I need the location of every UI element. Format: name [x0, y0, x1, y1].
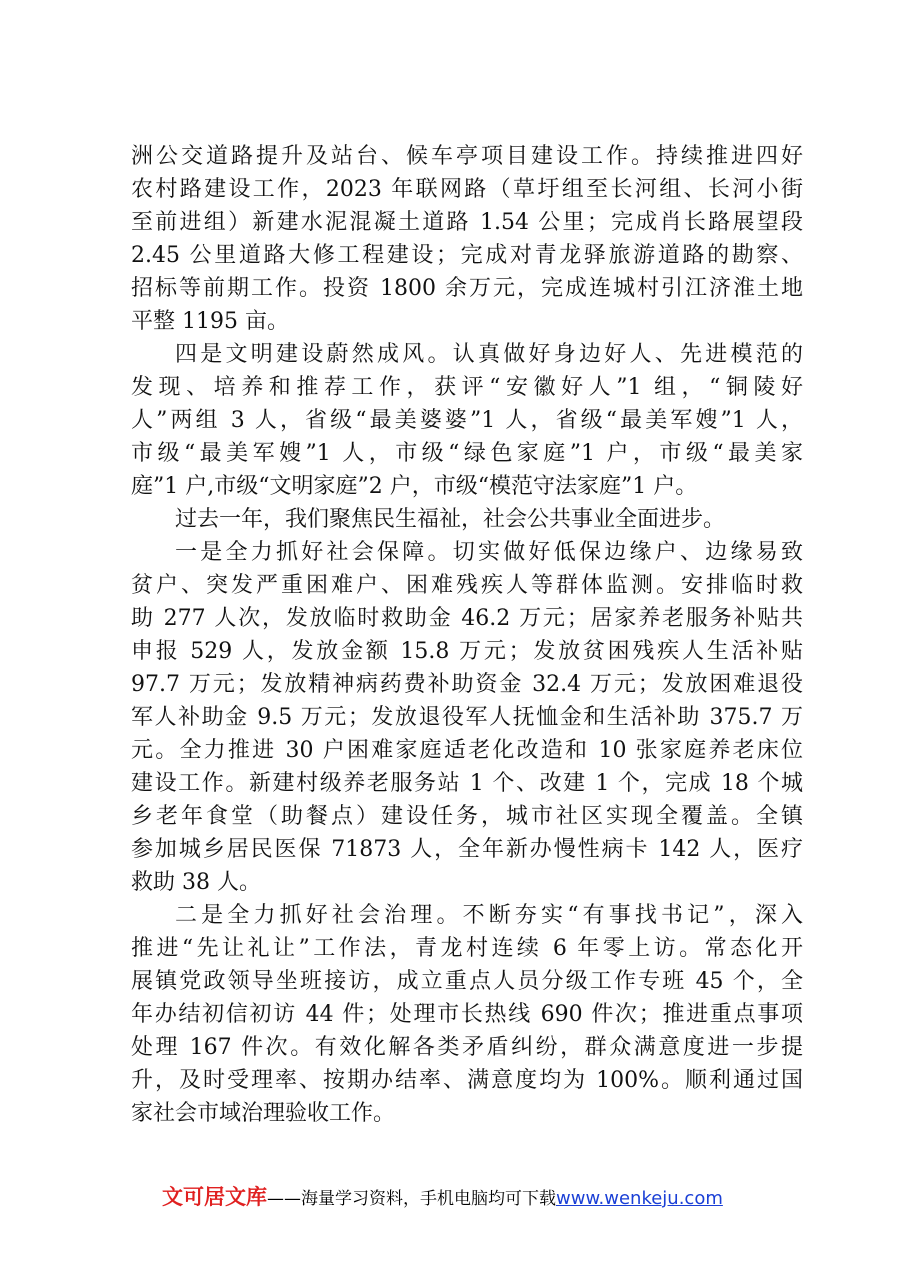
text-line: 元。全力推进 30 户困难家庭适老化改造和 10 张家庭养老床位	[131, 738, 803, 763]
text-line: 97.7 万元；发放精神病药费补助资金 32.4 万元；发放困难退役	[131, 672, 803, 697]
footer-dash: ——	[267, 1189, 301, 1209]
document-body	[131, 140, 803, 1130]
text-line: 乡老年食堂（助餐点）建设任务，城市社区实现全覆盖。全镇	[131, 804, 803, 829]
text-line: 助 277 人次，发放临时救助金 46.2 万元；居家养老服务补贴共	[131, 606, 803, 631]
text-line: 洲公交道路提升及站台、候车亭项目建设工作。持续推进四好	[131, 144, 803, 169]
text-line: 市级“最美军嫂”1 人，市级“绿色家庭”1 户，市级“最美家	[131, 441, 803, 466]
text-line: 招标等前期工作。投资 1800 余万元，完成连城村引江济淮土地	[131, 276, 803, 301]
footer-brand: 文可居文库	[162, 1185, 267, 1209]
text-line: 年办结初信初访 44 件；处理市长热线 690 件次；推进重点事项	[131, 1002, 803, 1027]
text-line: 处理 167 件次。有效化解各类矛盾纠纷，群众满意度进一步提	[131, 1035, 803, 1060]
paragraph-first-line: 过去一年，我们聚焦民生福祉，社会公共事业全面进步。	[175, 507, 726, 532]
footer-banner	[162, 1184, 723, 1210]
footer-url-link[interactable]: www.wenkeju.com	[556, 1188, 723, 1209]
text-line: 2.45 公里道路大修工程建设；完成对青龙驿旅游道路的勘察、	[131, 243, 803, 268]
text-line: 申报 529 人，发放金额 15.8 万元；发放贫困残疾人生活补贴	[131, 639, 803, 664]
paragraph-first-line: 二是全力抓好社会治理。不断夯实“有事找书记”，深入	[175, 903, 803, 928]
footer-slogan: 海量学习资料，手机电脑均可下载	[301, 1189, 556, 1209]
text-line: 参加城乡居民医保 71873 人，全年新办慢性病卡 142 人，医疗	[131, 837, 803, 862]
text-line: 升，及时受理率、按期办结率、满意度均为 100%。顺利通过国	[131, 1068, 803, 1093]
paragraph-first-line: 四是文明建设蔚然成风。认真做好身边好人、先进模范的	[175, 342, 803, 367]
text-line: 建设工作。新建村级养老服务站 1 个、改建 1 个，完成 18 个城	[131, 771, 803, 796]
text-line: 农村路建设工作，2023 年联网路（草圩组至长河组、长河小街	[131, 177, 803, 202]
text-line: 人”两组 3 人，省级“最美婆婆”1 人，省级“最美军嫂”1 人，	[131, 408, 803, 433]
text-line: 庭”1 户,市级“文明家庭”2 户，市级“模范守法家庭”1 户。	[131, 474, 698, 499]
text-line: 贫户、突发严重困难户、困难残疾人等群体监测。安排临时救	[131, 573, 803, 598]
text-line: 平整 1195 亩。	[131, 309, 289, 334]
text-line: 至前进组）新建水泥混凝土道路 1.54 公里；完成肖长路展望段	[131, 210, 803, 235]
paragraph-first-line: 一是全力抓好社会保障。切实做好低保边缘户、边缘易致	[175, 540, 803, 565]
text-line: 发现、培养和推荐工作，获评“安徽好人”1 组，“铜陵好	[131, 375, 803, 400]
text-line: 军人补助金 9.5 万元；发放退役军人抚恤金和生活补助 375.7 万	[131, 705, 803, 730]
text-line: 推进“先让礼让”工作法，青龙村连续 6 年零上访。常态化开	[131, 936, 803, 961]
text-line: 展镇党政领导坐班接访，成立重点人员分级工作专班 45 个，全	[131, 969, 803, 994]
text-line: 救助 38 人。	[131, 870, 261, 895]
text-line: 家社会市域治理验收工作。	[131, 1101, 396, 1126]
